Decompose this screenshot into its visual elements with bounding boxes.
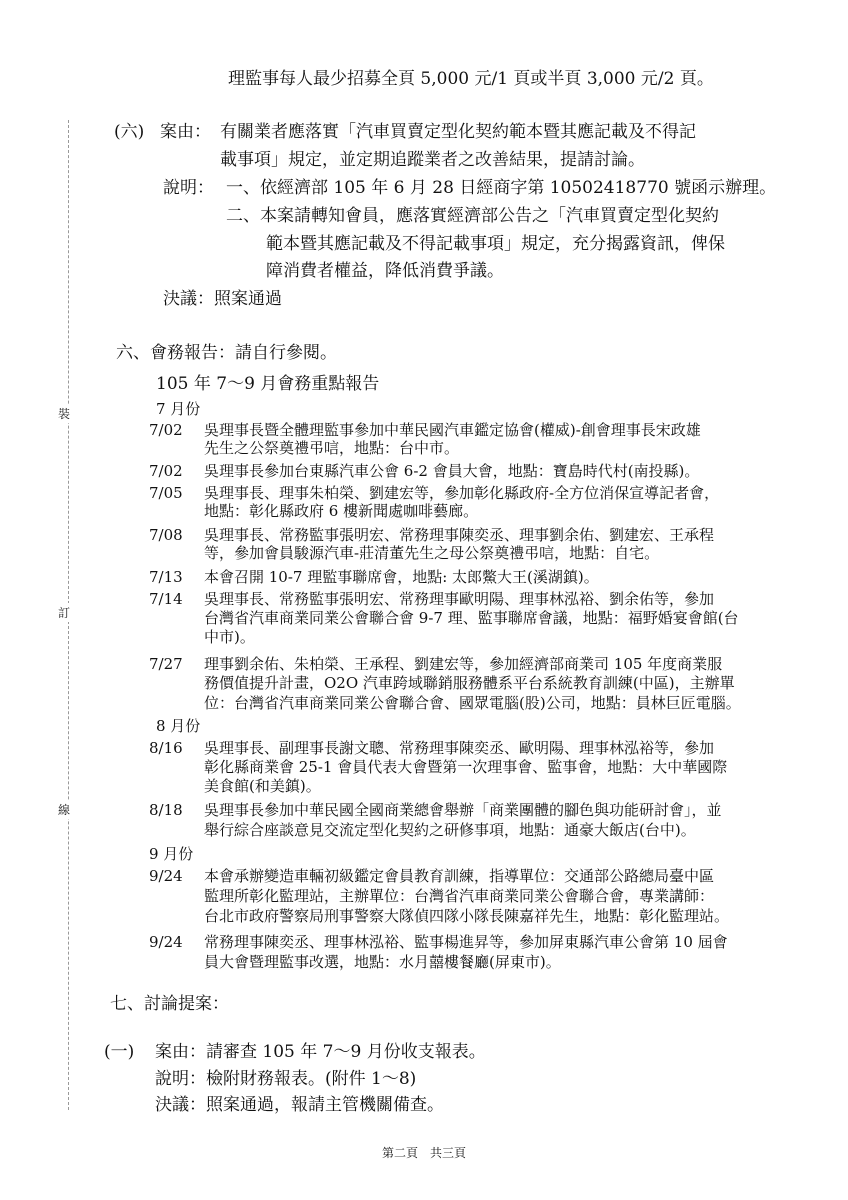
case-explain-item: 範本暨其應記載及不得記載事項」規定，充分揭露資訊，俾保 bbox=[266, 234, 725, 254]
proposal-resolution: 決議：照案通過，報請主管機關備查。 bbox=[155, 1095, 444, 1115]
case-explain-item: 障消費者權益，降低消費爭議。 bbox=[266, 261, 504, 281]
entry-text: 先生之公祭奠禮弔唁，地點：台中市。 bbox=[204, 439, 460, 457]
binding-char: 訂 bbox=[58, 603, 70, 622]
entry-text: 位：台灣省汽車商業同業公會聯合會、國眾電腦(股)公司，地點：員林巨匠電腦。 bbox=[204, 694, 741, 712]
entry-text: 員大會暨理監事改選，地點：水月囍樓餐廳(屏東市)。 bbox=[204, 953, 561, 971]
case-reason-text: 有關業者應落實「汽車買賣定型化契約範本暨其應記載及不得記 bbox=[220, 122, 696, 142]
entry-text: 吳理事長暨全體理監事參加中華民國汽車鑑定協會(權威)-創會理事長宋政雄 bbox=[204, 421, 701, 439]
entry-text: 吳理事長、副理事長謝文聰、常務理事陳奕丞、歐明陽、理事林泓裕等，參加 bbox=[204, 739, 715, 757]
section-heading: 六、會務報告：請自行參閱。 bbox=[116, 343, 337, 363]
entry-text: 吳理事長、常務監事張明宏、常務理事陳奕丞、理事劉余佑、劉建宏、王承程 bbox=[204, 526, 715, 544]
intro-line: 理監事每人最少招募全頁 5,000 元/1 頁或半頁 3,000 元/2 頁。 bbox=[228, 69, 714, 89]
binding-char: 裝 bbox=[58, 404, 70, 423]
entry-date: 7/14 bbox=[149, 590, 183, 608]
month-header: 8 月份 bbox=[156, 717, 201, 735]
month-header: 9 月份 bbox=[149, 845, 194, 863]
entry-text: 等，參加會員駿源汽車-莊清董先生之母公祭奠禮弔唁，地點：自宅。 bbox=[204, 544, 660, 562]
entry-text: 監理所彰化監理站，主辦單位：台灣省汽車商業同業公會聯合會，專業講師： bbox=[204, 887, 715, 905]
entry-date: 7/02 bbox=[149, 421, 183, 439]
entry-text: 舉行綜合座談意見交流定型化契約之研修事項，地點：通豪大飯店(台中)。 bbox=[204, 821, 696, 839]
proposal-reason: 案由：請審查 105 年 7～9 月份收支報表。 bbox=[155, 1042, 486, 1062]
entry-text: 理事劉余佑、朱柏榮、王承程、劉建宏等，參加經濟部商業司 105 年度商業服 bbox=[204, 655, 723, 673]
entry-text: 地點：彰化縣政府 6 樓新聞處咖啡藝廊。 bbox=[204, 502, 479, 520]
entry-text: 常務理事陳奕丞、理事林泓裕、監事楊進昇等，參加屏東縣汽車公會第 10 屆會 bbox=[204, 933, 728, 951]
entry-date: 7/02 bbox=[149, 462, 183, 480]
page-footer: 第二頁 共三頁 bbox=[381, 1146, 466, 1160]
entry-text: 吳理事長、常務監事張明宏、常務理事歐明陽、理事林泓裕、劉余佑等，參加 bbox=[204, 590, 715, 608]
case-explain-item: 一、依經濟部 105 年 6 月 28 日經商字第 10502418770 號函示辦理。 bbox=[226, 178, 777, 198]
proposal-explain: 說明：檢附財務報表。(附件 1～8) bbox=[155, 1069, 417, 1089]
case-reason-label: 案由： bbox=[160, 122, 211, 142]
entry-date: 8/18 bbox=[149, 801, 183, 819]
entry-text: 台北市政府警察局刑事警察大隊偵四隊小隊長陳嘉祥先生，地點：彰化監理站。 bbox=[204, 907, 730, 925]
entry-text: 中市)。 bbox=[204, 628, 255, 646]
entry-date: 7/08 bbox=[149, 526, 183, 544]
section-heading: 七、討論提案： bbox=[110, 994, 229, 1014]
entry-text: 本會承辦變造車輛初級鑑定會員教育訓練，指導單位：交通部公路總局臺中區 bbox=[204, 867, 715, 885]
entry-text: 台灣省汽車商業同業公會聯合會 9-7 理、監事聯席會議，地點：福野婚宴會館(台 bbox=[204, 609, 739, 627]
case-number: (六) bbox=[114, 122, 145, 142]
case-reason-text: 載事項」規定，並定期追蹤業者之改善結果，提請討論。 bbox=[220, 150, 645, 170]
entry-date: 7/05 bbox=[149, 484, 183, 502]
report-subheading: 105 年 7～9 月會務重點報告 bbox=[156, 374, 380, 394]
entry-text: 彰化縣商業會 25-1 會員代表大會暨第一次理事會、監事會，地點：大中華國際 bbox=[204, 758, 728, 776]
entry-date: 7/13 bbox=[149, 568, 183, 586]
entry-date: 9/24 bbox=[149, 867, 183, 885]
entry-text: 美食館(和美鎮)。 bbox=[204, 777, 321, 795]
entry-text: 吳理事長參加中華民國全國商業總會舉辦「商業團體的腳色與功能研討會」，並 bbox=[204, 801, 722, 819]
entry-date: 9/24 bbox=[149, 933, 183, 951]
entry-text: 吳理事長、理事朱柏榮、劉建宏等，參加彰化縣政府-全方位消保宣導記者會， bbox=[204, 484, 720, 502]
entry-date: 8/16 bbox=[149, 739, 183, 757]
entry-date: 7/27 bbox=[149, 655, 183, 673]
case-explain-label: 說明： bbox=[163, 178, 214, 198]
month-header: 7 月份 bbox=[156, 400, 201, 418]
entry-text: 務價值提升計畫，O2O 汽車跨域聯銷服務體系平台系統教育訓練(中區)，主辦單 bbox=[204, 674, 735, 692]
binding-char: 線 bbox=[58, 800, 70, 819]
case-explain-item: 二、本案請轉知會員，應落實經濟部公告之「汽車買賣定型化契約 bbox=[226, 206, 719, 226]
proposal-number: (一) bbox=[104, 1042, 135, 1062]
entry-text: 吳理事長參加台東縣汽車公會 6-2 會員大會，地點：寶島時代村(南投縣)。 bbox=[204, 462, 700, 480]
entry-text: 本會召開 10-7 理監事聯席會，地點: 太郎鱉大王(溪湖鎮)。 bbox=[204, 568, 599, 586]
case-resolution: 決議：照案通過 bbox=[163, 289, 282, 309]
